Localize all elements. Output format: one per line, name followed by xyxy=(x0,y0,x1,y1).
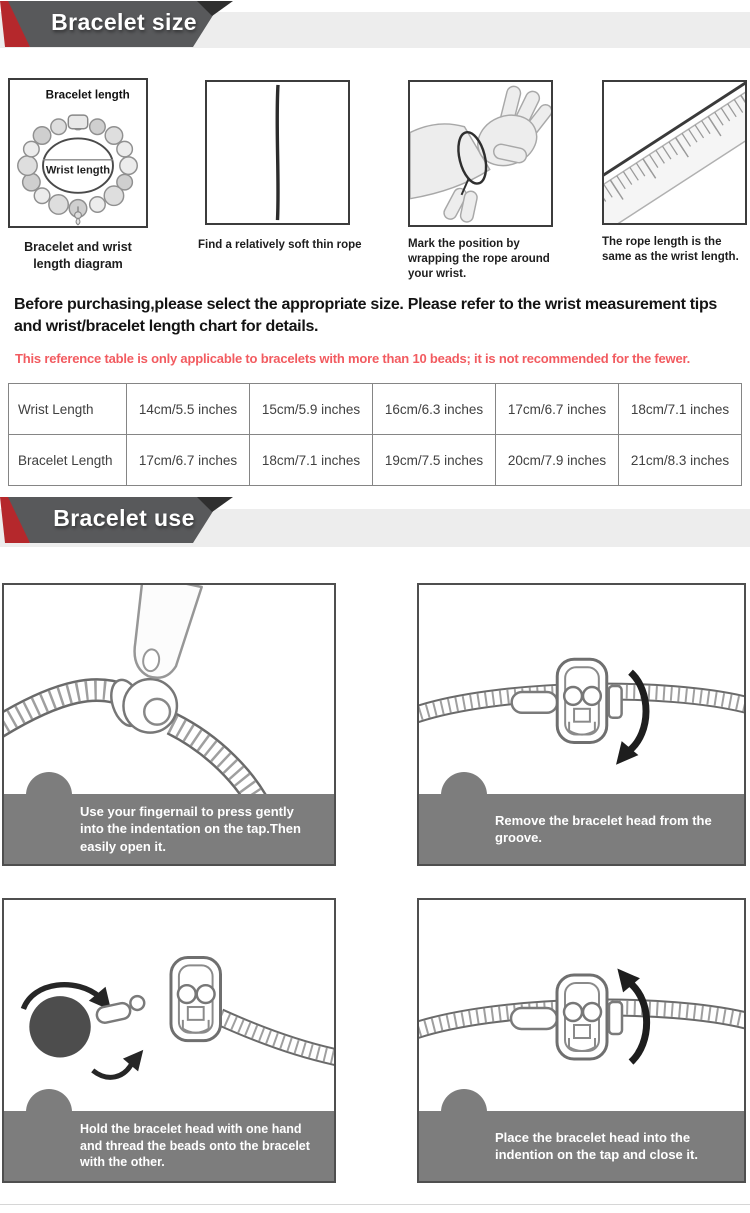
table-cell: 19cm/7.5 inches xyxy=(373,435,496,486)
label-bracelet-length: Bracelet length xyxy=(45,88,130,102)
remove-head-icon xyxy=(419,585,744,794)
step-panel-2 xyxy=(417,583,746,866)
step-3-illustration xyxy=(4,900,334,1111)
ruler-icon xyxy=(604,82,745,223)
row-header-wrist: Wrist Length xyxy=(9,384,127,435)
ruler-image xyxy=(602,80,747,225)
tip-knob xyxy=(130,996,144,1010)
guide-caption: The rope length is the same as the wrist length. xyxy=(602,236,739,264)
guide-item-rope xyxy=(198,80,362,253)
guide-caption: Bracelet and wrist length diagram xyxy=(24,240,132,271)
bracelet-use-banner xyxy=(0,497,240,543)
rope-end-cap xyxy=(609,1002,622,1034)
bracelet-size-banner xyxy=(0,1,240,47)
table-cell: 18cm/7.1 inches xyxy=(250,435,373,486)
bead xyxy=(29,996,90,1057)
section-title: Bracelet size xyxy=(51,9,197,35)
table-cell: 16cm/6.3 inches xyxy=(373,384,496,435)
step-text: Place the bracelet head into the indention on the tap and close it. xyxy=(495,1129,698,1162)
guide-item-ruler xyxy=(602,80,747,265)
row-header-bracelet: Bracelet Length xyxy=(9,435,127,486)
size-intro-text: Before purchasing,please select the appropriate size. Please refer to the wrist measurement tips and wrist/bracelet length chart for details. xyxy=(14,296,718,335)
clasp xyxy=(106,676,177,733)
pressing-finger xyxy=(135,585,202,678)
table-cell: 17cm/6.7 inches xyxy=(127,435,250,486)
rotate-arrow-bottom xyxy=(93,1043,151,1077)
table-row-bracelet xyxy=(9,435,742,486)
step-caption-band xyxy=(419,794,744,864)
step-panel-3 xyxy=(2,898,336,1183)
step-1-illustration xyxy=(4,585,334,794)
guide-item-bracelet-diagram xyxy=(8,78,148,272)
step-2-illustration xyxy=(419,585,744,794)
rope-end-cap xyxy=(609,686,622,718)
connector-capsule xyxy=(511,1008,557,1029)
step-text: Remove the bracelet head from the groove. xyxy=(495,812,712,845)
rope-image xyxy=(205,80,350,225)
bottom-divider xyxy=(0,1204,750,1205)
step-text: Use your fingernail to press gently into the indentation on the tap.Then easily open it. xyxy=(80,804,301,854)
table-cell: 15cm/5.9 inches xyxy=(250,384,373,435)
rope-icon xyxy=(207,82,348,223)
label-wrist-length: Wrist length xyxy=(45,164,111,177)
step-text: Hold the bracelet head with one hand and thread the beads onto the bracelet with the other. xyxy=(80,1122,310,1170)
bracelet-diagram-icon xyxy=(10,80,146,226)
guide-caption: Mark the position by wrapping the rope around your wrist. xyxy=(408,238,550,281)
bracelet-diagram-image xyxy=(8,78,148,228)
close-clasp-icon xyxy=(419,900,744,1111)
guide-item-wrist-wrap xyxy=(408,80,553,283)
open-clasp-icon xyxy=(4,585,334,794)
step-panel-4 xyxy=(417,898,746,1183)
bracelet-rope xyxy=(220,1017,334,1059)
step-panel-1 xyxy=(2,583,336,866)
clasp-head xyxy=(171,957,221,1040)
table-cell: 21cm/8.3 inches xyxy=(619,435,742,486)
size-note-text: This reference table is only applicable to bracelets with more than 10 beads; it is not recommended for the fewer. xyxy=(15,351,691,366)
table-cell: 20cm/7.9 inches xyxy=(496,435,619,486)
table-cell: 18cm/7.1 inches xyxy=(619,384,742,435)
thread-beads-icon xyxy=(4,900,334,1111)
table-cell: 17cm/6.7 inches xyxy=(496,384,619,435)
wrist-wrap-icon xyxy=(410,82,551,225)
guide-caption: Find a relatively soft thin rope xyxy=(198,239,362,251)
table-cell: 14cm/5.5 inches xyxy=(127,384,250,435)
clasp-head xyxy=(557,659,607,742)
section-title: Bracelet use xyxy=(53,505,195,531)
connector-capsule xyxy=(512,692,558,713)
step-caption-band xyxy=(419,1111,744,1181)
step-caption-band xyxy=(4,794,334,864)
clasp-head xyxy=(557,975,607,1059)
hand-drawing xyxy=(410,85,551,223)
wrist-wrap-image xyxy=(408,80,553,227)
size-chart-table xyxy=(8,383,742,486)
bracelet-rope-right xyxy=(172,724,259,794)
step-caption-band xyxy=(4,1111,334,1181)
clasp-bead xyxy=(68,115,87,129)
ruler-drawing xyxy=(604,82,745,223)
table-row-wrist xyxy=(9,384,742,435)
step-4-illustration xyxy=(419,900,744,1111)
